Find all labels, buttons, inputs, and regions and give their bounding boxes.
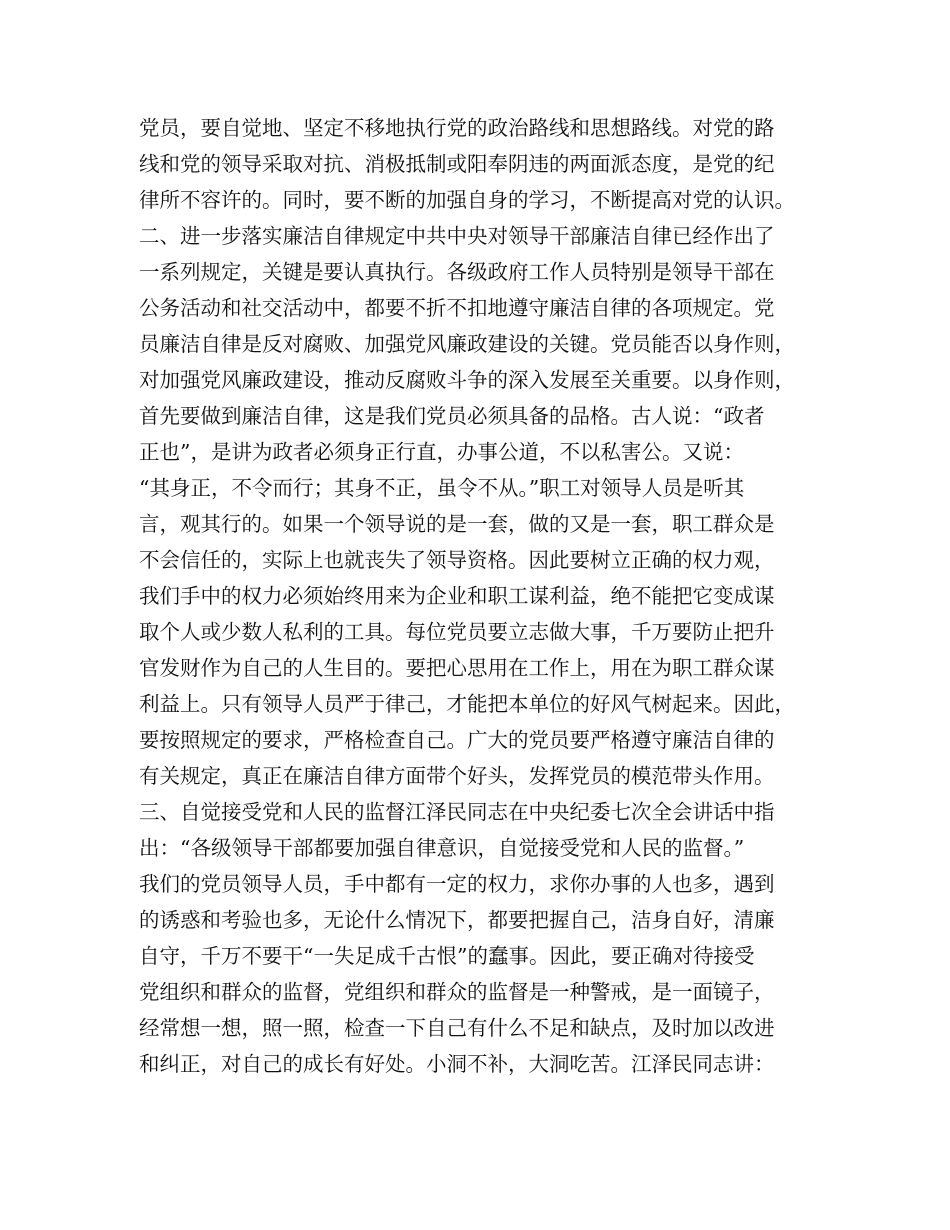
text-line: “其身正，不令而行；其身不正，虽令不从。”职工对领导人员是听其: [139, 476, 745, 500]
body-text: [139, 110, 819, 1082]
text-line: 三、自觉接受党和人民的监督江泽民同志在中央纪委七次全会讲话中指: [139, 800, 775, 824]
text-line: 线和党的领导采取对抗、消极抵制或阳奉阴违的两面派态度，是党的纪: [139, 152, 775, 176]
text-line: 言，观其行的。如果一个领导说的是一套，做的又是一套，职工群众是: [139, 512, 775, 536]
text-line: 利益上。只有领导人员严于律己，才能把本单位的好风气树起来。因此，: [139, 692, 795, 716]
text-line: 正也”，是讲为政者必须身正行直，办事公道，不以私害公。又说：: [139, 440, 744, 464]
text-line: 出：“各级领导干部都要加强自律意识，自觉接受党和人民的监督。”: [139, 836, 745, 860]
text-line: 有关规定，真正在廉洁自律方面带个好头，发挥党员的模范带头作用。: [139, 764, 775, 788]
text-line: 员廉洁自律是反对腐败、加强党风廉政建设的关键。党员能否以身作则，: [139, 332, 795, 356]
text-line: 官发财作为自己的人生目的。要把心思用在工作上，用在为职工群众谋: [139, 656, 775, 680]
text-line: 律所不容许的。同时，要不断的加强自身的学习，不断提高对党的认识。: [139, 188, 795, 212]
text-line: 公务活动和社交活动中，都要不折不扣地遵守廉洁自律的各项规定。党: [139, 296, 775, 320]
text-line: 党组织和群众的监督，党组织和群众的监督是一种警戒，是一面镜子，: [139, 980, 775, 1004]
text-line: 一系列规定，关键是要认真执行。各级政府工作人员特别是领导干部在: [139, 260, 775, 284]
text-line: 的诱惑和考验也多，无论什么情况下，都要把握自己，洁身自好，清廉: [139, 908, 775, 932]
text-line: 和纠正，对自己的成长有好处。小洞不补，大洞吃苦。江泽民同志讲：: [139, 1052, 775, 1076]
text-line: 不会信任的，实际上也就丧失了领导资格。因此要树立正确的权力观，: [139, 548, 775, 572]
text-line: 我们的党员领导人员，手中都有一定的权力，求你办事的人也多，遇到: [139, 872, 775, 896]
text-line: 取个人或少数人私利的工具。每位党员要立志做大事，千万要防止把升: [139, 620, 775, 644]
text-line: 首先要做到廉洁自律，这是我们党员必须具备的品格。古人说：“政者: [139, 404, 765, 428]
text-line: 自守，千万不要干“一失足成千古恨”的蠢事。因此，要正确对待接受: [139, 944, 755, 968]
text-line: 我们手中的权力必须始终用来为企业和职工谋利益，绝不能把它变成谋: [139, 584, 775, 608]
text-line: 对加强党风廉政建设，推动反腐败斗争的深入发展至关重要。以身作则，: [139, 368, 795, 392]
text-line: 经常想一想，照一照，检查一下自己有什么不足和缺点，及时加以改进: [139, 1016, 775, 1040]
text-line: 要按照规定的要求，严格检查自己。广大的党员要严格遵守廉洁自律的: [139, 728, 775, 752]
text-line: 二、进一步落实廉洁自律规定中共中央对领导干部廉洁自律已经作出了: [139, 224, 775, 248]
text-line: 党员，要自觉地、坚定不移地执行党的政治路线和思想路线。对党的路: [139, 116, 775, 140]
